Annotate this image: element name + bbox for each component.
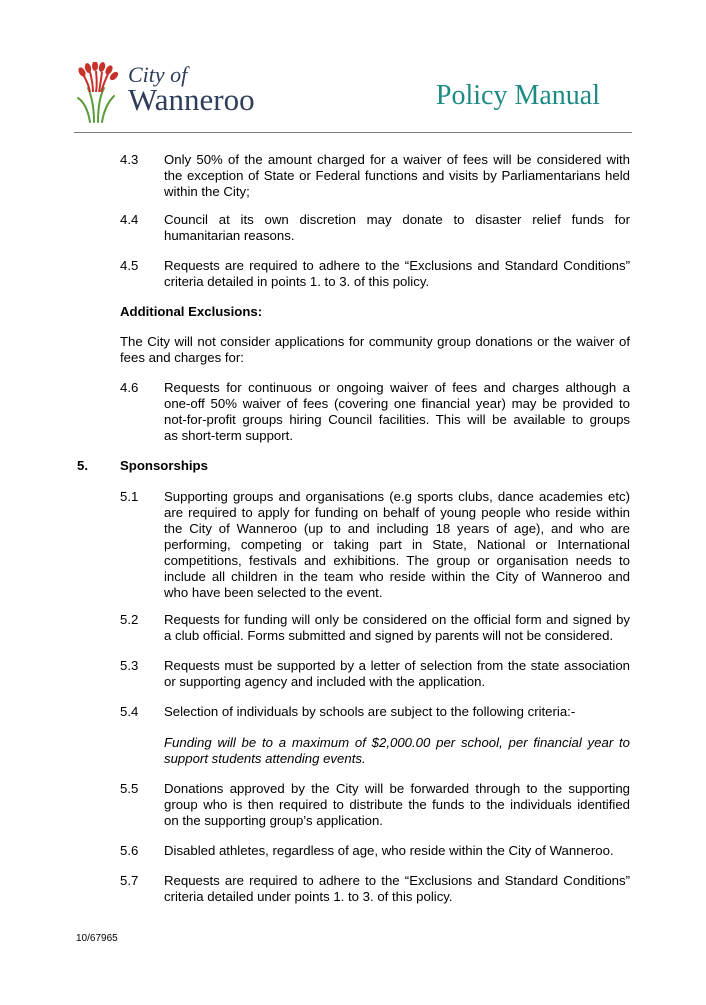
text-line: The City will not consider applications for community group donations or the waiver of: [120, 334, 630, 349]
policy-manual-title: Policy Manual: [435, 80, 600, 111]
logo-text-city-of: City of: [128, 62, 188, 87]
text-line: Supporting groups and organisations (e.g sports clubs, dance academies etc): [164, 489, 630, 504]
text-line: are required to apply for funding on behalf of young people who reside within: [164, 505, 630, 520]
text-line: group who is then required to distribute the funds to the individuals identified: [164, 797, 630, 812]
text-line: support students attending events.: [164, 751, 366, 766]
clause-text: [164, 380, 630, 444]
clause-text: [164, 258, 630, 290]
clause-text: [164, 781, 630, 829]
clause-number: 5.6: [120, 843, 139, 858]
clause-text: [164, 212, 630, 244]
clause-number: 5.7: [120, 873, 139, 888]
clause-text: [164, 843, 630, 859]
clause-text: [164, 489, 630, 601]
clause-text: [164, 704, 630, 720]
text-line: the exception of State or Federal functions and visits by Parliamentarians held: [164, 168, 630, 183]
logo-text-wanneroo: Wanneroo: [128, 82, 255, 117]
text-line: as short-term support.: [164, 428, 293, 443]
clause-text: [164, 658, 630, 690]
text-line: on the supporting group’s application.: [164, 813, 383, 828]
text-line: or supporting agency and included with the application.: [164, 674, 486, 689]
text-line: a club official. Forms submitted and signed by parents will not be considered.: [164, 628, 614, 643]
text-line: the City of Wanneroo (up to and including 18 years of age), and who are: [164, 521, 630, 536]
clause-text: [164, 152, 630, 200]
text-line: Requests are required to adhere to the “Exclusions and Standard Conditions”: [164, 873, 630, 888]
text-line: Requests must be supported by a letter of selection from the state association: [164, 658, 630, 673]
city-of-wanneroo-logo: [74, 62, 274, 124]
text-line: Donations approved by the City will be forwarded through to the supporting: [164, 781, 630, 796]
clause-number: 4.5: [120, 258, 139, 273]
text-line: Only 50% of the amount charged for a waiver of fees will be considered with: [164, 152, 630, 167]
text-line: fees and charges for:: [120, 350, 244, 365]
section-5-number: 5.: [77, 458, 88, 473]
clause-number: 4.4: [120, 212, 139, 227]
document-number: 10/67965: [76, 933, 118, 944]
text-line: who have been selected to the event.: [164, 585, 383, 600]
clause-number: 5.3: [120, 658, 139, 673]
text-line: criteria detailed under points 1. to 3. of this policy.: [164, 889, 453, 904]
text-line: competitions, festivals and exhibitions. The group or organisation needs to: [164, 553, 630, 568]
text-line: one-off 50% waiver of fees (covering one financial year) may be provided to: [164, 396, 630, 411]
clause-number: 5.2: [120, 612, 139, 627]
clause-text: [164, 612, 630, 644]
text-line: Disabled athletes, regardless of age, who reside within the City of Wanneroo.: [164, 843, 614, 858]
section-5-title: Sponsorships: [120, 458, 208, 473]
text-line: performing, competing or taking part in State, National or International: [164, 537, 630, 552]
kangaroo-paw-icon: [74, 62, 126, 124]
text-line: Requests are required to adhere to the “Exclusions and Standard Conditions”: [164, 258, 630, 273]
text-line: include all children in the team who reside within the City of Wanneroo and: [164, 569, 630, 584]
additional-exclusions-intro: [120, 334, 630, 366]
text-line: Requests for funding will only be considered on the official form and signed by: [164, 612, 630, 627]
text-line: Selection of individuals by schools are subject to the following criteria:-: [164, 704, 576, 719]
text-line: Requests for continuous or ongoing waiver of fees and charges although a: [164, 380, 630, 395]
clause-number: 4.3: [120, 152, 139, 167]
clause-number: 5.5: [120, 781, 139, 796]
clause-text: [164, 735, 630, 767]
clause-number: 5.4: [120, 704, 139, 719]
text-line: Council at its own discretion may donate to disaster relief funds for: [164, 212, 630, 227]
clause-number: 5.1: [120, 489, 139, 504]
text-line: not-for-profit groups hiring Council facilities. This will be available to groups: [164, 412, 630, 427]
header-divider: [74, 132, 632, 133]
text-line: humanitarian reasons.: [164, 228, 295, 243]
text-line: criteria detailed in points 1. to 3. of this policy.: [164, 274, 430, 289]
text-line: Funding will be to a maximum of $2,000.00 per school, per financial year to: [164, 735, 630, 750]
additional-exclusions-heading: Additional Exclusions:: [120, 304, 263, 319]
clause-number: 4.6: [120, 380, 139, 395]
text-line: within the City;: [164, 184, 250, 199]
clause-text: [164, 873, 630, 905]
